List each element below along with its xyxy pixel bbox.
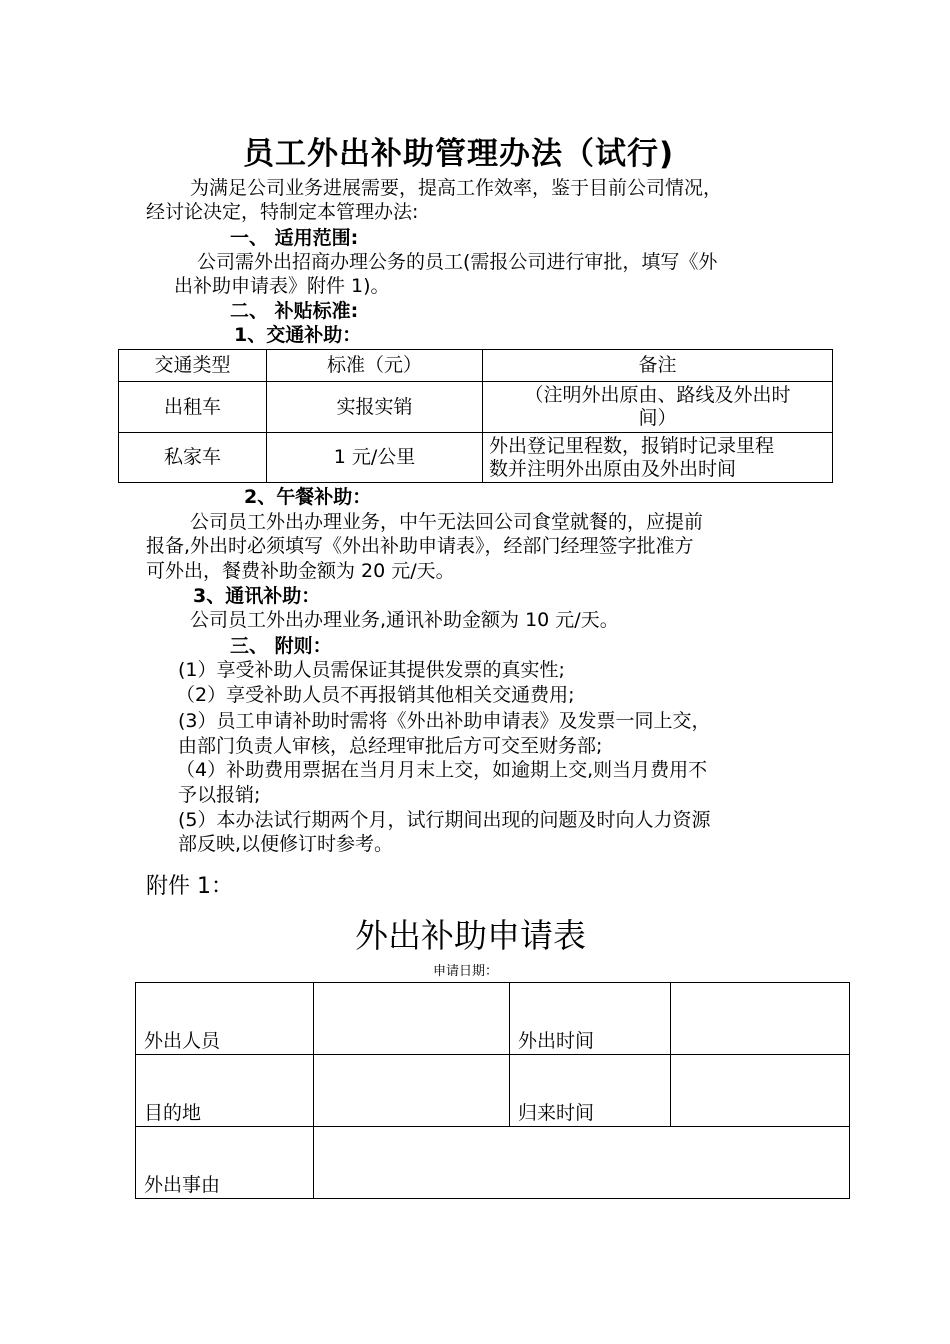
reason-input-cell[interactable] [314, 1127, 850, 1199]
intro-line-1: 为满足公司业务进展需要，提高工作效率，鉴于目前公司情况， [190, 177, 723, 199]
lunch-line-2: 报备,外出时必须填写《外出补助申请表》，经部门经理签字批准方 [146, 535, 694, 557]
rule-line: (1）享受补助人员需保证其提供发票的真实性; [178, 659, 565, 681]
return-time-label: 归来时间 [510, 1055, 671, 1127]
apply-date-label: 申请日期： [433, 964, 499, 979]
out-time-input-cell[interactable] [671, 983, 850, 1055]
rule-line: (3）员工申请补助时需将《外出补助申请表》及发票一同上交， [178, 710, 711, 732]
transport-subsidy-heading: 1、交通补助： [234, 324, 362, 346]
destination-label: 目的地 [136, 1055, 314, 1127]
rule-line: 予以报销; [178, 784, 261, 806]
person-label: 外出人员 [136, 983, 314, 1055]
header-cell: 备注 [483, 350, 833, 382]
reason-label: 外出事由 [136, 1127, 314, 1199]
form-row [136, 983, 850, 1055]
header-cell: 标准（元） [267, 350, 483, 382]
lunch-subsidy-heading: 2、午餐补助： [244, 486, 372, 508]
note-line: 外出登记里程数，报销时记录里程 [489, 434, 775, 457]
form-row [136, 1055, 850, 1127]
lunch-line-3: 可外出，餐费补助金额为 20 元/天。 [146, 560, 455, 582]
person-input-cell[interactable] [314, 983, 510, 1055]
note-cell [483, 382, 833, 433]
type-cell: 私家车 [119, 433, 267, 483]
form-title: 外出补助申请表 [355, 916, 586, 955]
section1-heading: 一、 适用范围: [230, 227, 359, 249]
note-line: 数并注明外出原由及外出时间 [489, 457, 737, 480]
attachment-label: 附件 1： [146, 874, 233, 899]
note-cell [483, 433, 833, 483]
section3-heading: 三、 附则： [230, 635, 332, 657]
rule-line: （2）享受补助人员不再报销其他相关交通费用; [176, 684, 575, 706]
lunch-line-1: 公司员工外出办理业务，中午无法回公司食堂就餐的，应提前 [190, 511, 704, 533]
standard-cell: 1 元/公里 [267, 433, 483, 483]
form-row [136, 1127, 850, 1199]
out-time-label: 外出时间 [510, 983, 671, 1055]
table-row [119, 433, 833, 483]
rule-line: （4）补助费用票据在当月月末上交，如逾期上交,则当月费用不 [176, 759, 708, 781]
document-title: 员工外出补助管理办法（试行) [243, 136, 675, 172]
rule-line: 部反映,以便修订时参考。 [178, 833, 394, 855]
comm-line: 公司员工外出办理业务,通讯补助金额为 10 元/天。 [190, 609, 619, 631]
note-line: （注明外出原由、路线及外出时 [524, 384, 791, 406]
table-row [119, 382, 833, 433]
section1-line-1: 公司需外出招商办理公务的员工(需报公司进行审批，填写《外 [197, 251, 718, 273]
rule-line: (5）本办法试行期两个月，试行期间出现的问题及时向人力资源 [178, 809, 711, 831]
application-form-table [135, 982, 850, 1199]
section1-line-2: 出补助申请表》附件 1)。 [174, 275, 390, 297]
note-line: 间） [638, 407, 677, 429]
return-time-input-cell[interactable] [671, 1055, 850, 1127]
table-header-row [119, 350, 833, 382]
destination-input-cell[interactable] [314, 1055, 510, 1127]
header-cell: 交通类型 [119, 350, 267, 382]
standard-cell: 实报实销 [267, 382, 483, 433]
intro-line-2: 经讨论决定，特制定本管理办法: [146, 201, 419, 223]
rule-line: 由部门负责人审核，总经理审批后方可交至财务部; [178, 735, 603, 757]
type-cell: 出租车 [119, 382, 267, 433]
transport-table [118, 349, 833, 483]
section2-heading: 二、 补贴标准: [230, 300, 359, 322]
comm-subsidy-heading: 3、通讯补助： [193, 585, 321, 607]
